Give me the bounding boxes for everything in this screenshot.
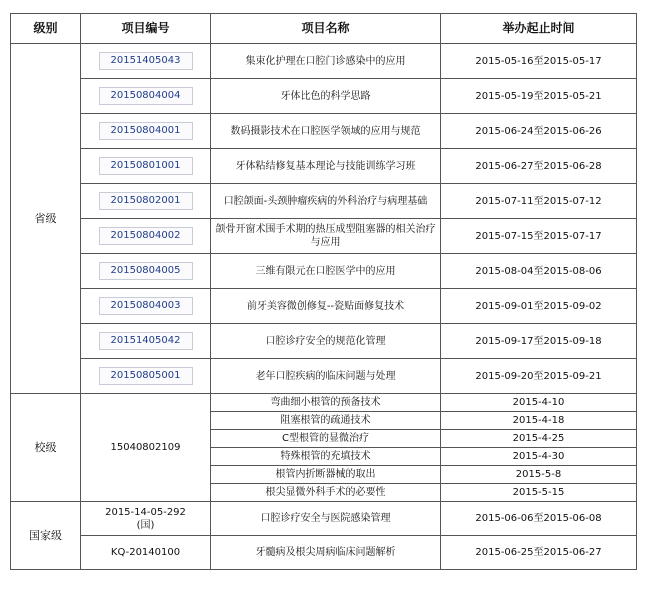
level-provincial: 省级: [11, 44, 81, 394]
project-name: 根尖显微外科手术的必要性: [211, 484, 441, 502]
project-name: 牙体粘结修复基本理论与技能训练学习班: [211, 149, 441, 184]
table-row: [11, 324, 637, 359]
project-name: 老年口腔疾病的临床问题与处理: [211, 359, 441, 394]
project-date: 2015-4-10: [441, 394, 637, 412]
project-code-suffix: (国): [136, 519, 155, 531]
project-code: KQ-20140100: [81, 536, 211, 570]
project-date: 2015-4-25: [441, 430, 637, 448]
table-row: [11, 536, 637, 570]
project-date: 2015-08-04至2015-08-06: [441, 254, 637, 289]
header-name: 项目名称: [211, 14, 441, 44]
table-row: [11, 79, 637, 114]
project-date: 2015-09-01至2015-09-02: [441, 289, 637, 324]
level-school: 校级: [11, 394, 81, 502]
header-level: 级别: [11, 14, 81, 44]
project-date: 2015-4-18: [441, 412, 637, 430]
project-name: 前牙美容微创修复--瓷贴面修复技术: [211, 289, 441, 324]
project-date: 2015-05-16至2015-05-17: [441, 44, 637, 79]
project-name: 根管内折断器械的取出: [211, 466, 441, 484]
project-date: 2015-5-8: [441, 466, 637, 484]
table-row: [11, 184, 637, 219]
project-code: 2015-14-05-292: [105, 506, 186, 518]
project-code-cell: [81, 359, 211, 394]
project-code: 20150804004: [99, 87, 193, 105]
project-date: 2015-09-17至2015-09-18: [441, 324, 637, 359]
project-code: 20150804005: [99, 262, 193, 280]
header-date: 举办起止时间: [441, 14, 637, 44]
project-date: 2015-07-11至2015-07-12: [441, 184, 637, 219]
project-name: C型根管的显微治疗: [211, 430, 441, 448]
project-code-cell: [81, 44, 211, 79]
project-code: 20150805001: [99, 367, 193, 385]
project-name: 口腔颌面-头颈肿瘤疾病的外科治疗与病理基础: [211, 184, 441, 219]
project-date: 2015-5-15: [441, 484, 637, 502]
project-code-cell: [81, 289, 211, 324]
table-row: [11, 219, 637, 254]
header-row: [11, 14, 637, 44]
project-name: 集束化护理在口腔门诊感染中的应用: [211, 44, 441, 79]
project-date: 2015-05-19至2015-05-21: [441, 79, 637, 114]
project-table: [10, 13, 637, 570]
table-row: [11, 44, 637, 79]
table-row: [11, 502, 637, 536]
project-date: 2015-4-30: [441, 448, 637, 466]
table-row: [11, 359, 637, 394]
project-code: 20150804002: [99, 227, 193, 245]
project-date: 2015-06-27至2015-06-28: [441, 149, 637, 184]
table-row: [11, 149, 637, 184]
project-name: 阻塞根管的疏通技术: [211, 412, 441, 430]
project-date: 2015-06-25至2015-06-27: [441, 536, 637, 570]
table-row: [11, 394, 637, 412]
header-code: 项目编号: [81, 14, 211, 44]
project-code-cell: [81, 219, 211, 254]
project-name: 弯曲细小根管的预备技术: [211, 394, 441, 412]
table-row: [11, 289, 637, 324]
project-name: 口腔诊疗安全的规范化管理: [211, 324, 441, 359]
table-row: [11, 114, 637, 149]
project-code-cell: [81, 254, 211, 289]
project-code-cell: [81, 184, 211, 219]
project-code: 20150804001: [99, 122, 193, 140]
project-code-cell: [81, 79, 211, 114]
project-code: 20151405042: [99, 332, 193, 350]
project-name: 特殊根管的充填技术: [211, 448, 441, 466]
project-code-cell: [81, 502, 211, 536]
project-code: 20150802001: [99, 192, 193, 210]
level-national: 国家级: [11, 502, 81, 570]
project-date: 2015-06-24至2015-06-26: [441, 114, 637, 149]
project-name: 颌骨开窗术围手术期的热压成型阻塞器的相关治疗与应用: [211, 219, 441, 254]
project-code: 20150804003: [99, 297, 193, 315]
project-code-cell: [81, 149, 211, 184]
project-name: 数码摄影技术在口腔医学领域的应用与规范: [211, 114, 441, 149]
table-row: [11, 254, 637, 289]
project-name: 三维有限元在口腔医学中的应用: [211, 254, 441, 289]
project-code: 20151405043: [99, 52, 193, 70]
project-code: 15040802109: [81, 394, 211, 502]
project-date: 2015-06-06至2015-06-08: [441, 502, 637, 536]
project-name: 牙髓病及根尖周病临床问题解析: [211, 536, 441, 570]
project-code-cell: [81, 114, 211, 149]
project-code: 20150801001: [99, 157, 193, 175]
project-code-cell: [81, 324, 211, 359]
project-date: 2015-09-20至2015-09-21: [441, 359, 637, 394]
project-name: 口腔诊疗安全与医院感染管理: [211, 502, 441, 536]
project-date: 2015-07-15至2015-07-17: [441, 219, 637, 254]
project-name: 牙体比色的科学思路: [211, 79, 441, 114]
